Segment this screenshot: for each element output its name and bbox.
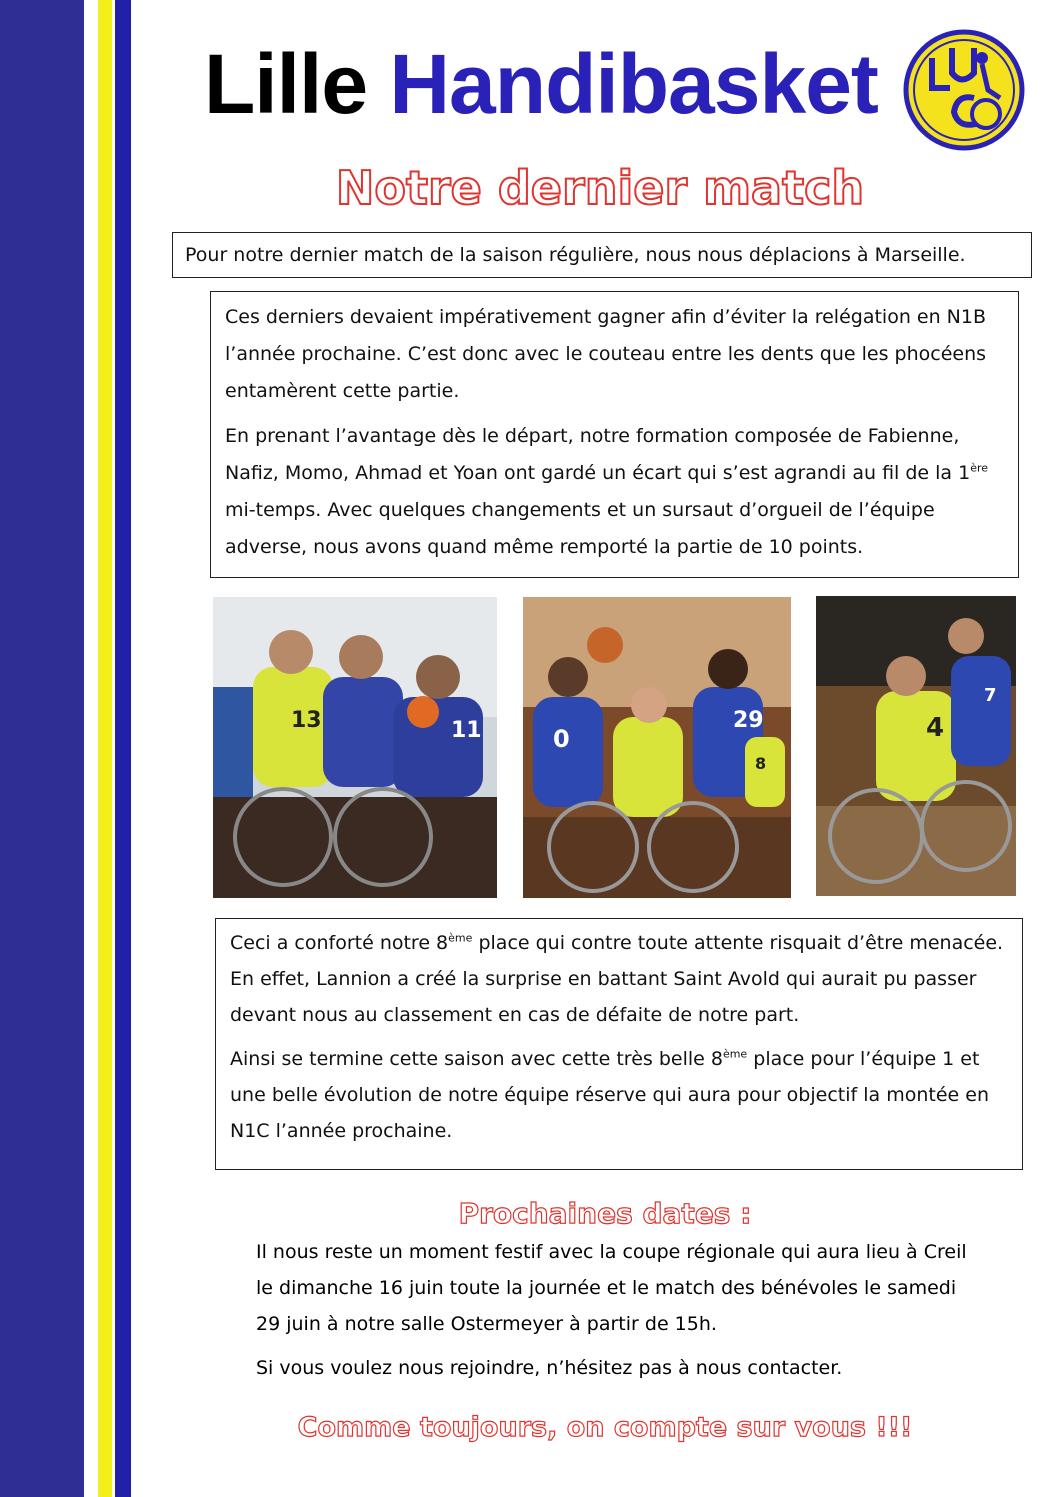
jersey-number: 7 (984, 685, 997, 706)
left-thin-blue-band (115, 0, 131, 1497)
next-dates-heading: Prochaines dates : (458, 1197, 752, 1230)
match-report-box (210, 291, 1019, 578)
next-dates-paragraph-2: Si vous voulez nous rejoindre, n’hésitez pas à nous contacter. (256, 1357, 843, 1379)
summary-paragraph-1 (230, 925, 1008, 1033)
left-yellow-band (98, 0, 112, 1497)
club-logo (902, 28, 1026, 152)
jersey-number: 4 (926, 713, 945, 743)
title-word-lille: Lille (204, 37, 368, 131)
summary-p2-text-a: Ainsi se termine cette saison avec cette très belle 8 (230, 1048, 723, 1070)
match-heading: Notre dernier match (335, 161, 865, 215)
jersey-number: 11 (451, 718, 482, 743)
match-photo-2 (523, 597, 791, 898)
summary-paragraph-2 (230, 1041, 1008, 1149)
report-p2-sup: ère (970, 461, 989, 475)
report-paragraph-2 (225, 418, 1004, 566)
summary-p1-sup: ème (448, 931, 473, 945)
summary-p1-text-a: Ceci a conforté notre 8 (230, 932, 449, 954)
report-paragraph-1: Ces derniers devaient impérativement gagner afin d’éviter la relégation en N1B l’année prochaine. C’est donc avec le couteau entre les dents que les phocéens entamèrent cette partie. (225, 306, 987, 402)
match-photo-3 (816, 596, 1016, 896)
summary-p2-text-b: place pour l’équipe 1 et une belle évolution de notre équipe réserve qui aura pour objectif la montée en N1C l’année prochaine. (230, 1048, 989, 1142)
next-dates-paragraph-1: Il nous reste un moment festif avec la coupe régionale qui aura lieu à Creil le dimanche 16 juin toute la journée et le match des bénévoles le samedi 29 juin à notre salle Ostermeyer à partir de 15h. (256, 1241, 967, 1335)
summary-p2-sup: ème (722, 1047, 748, 1061)
title-word-handibasket: Handibasket (389, 37, 878, 131)
match-photo-1 (213, 597, 497, 898)
report-p2-text-a: En prenant l’avantage dès le départ, notre formation composée de Fabienne, Nafiz, Momo, Ahmad et Yoan ont gardé un écart qui s’est agrandi au fil de la 1 (225, 425, 971, 484)
intro-text: Pour notre dernier match de la saison régulière, nous nous déplacions à Marseille. (185, 244, 966, 266)
left-blue-band (0, 0, 84, 1497)
left-white-band (84, 0, 98, 1497)
jersey-number: 8 (755, 754, 767, 773)
next-dates-text (256, 1234, 976, 1394)
report-p2-text-b: mi-temps. Avec quelques changements et un sursaut d’orgueil de l’équipe adverse, nous avons quand même remporté la partie de 10 points. (225, 499, 935, 558)
closing-message: Comme toujours, on compte sur vous !!! (297, 1412, 913, 1443)
intro-box (172, 232, 1032, 278)
summary-p1-text-b: place qui contre toute attente risquait d’être menacée. En effet, Lannion a créé la surprise en battant Saint Avold qui aurait pu passer devant nous au classement en cas de défaite de notre part. (230, 932, 1004, 1026)
jersey-number: 0 (553, 725, 570, 753)
jersey-number: 13 (291, 708, 322, 733)
season-summary-box (215, 918, 1023, 1170)
jersey-number: 29 (733, 708, 764, 733)
page-title (204, 34, 894, 134)
